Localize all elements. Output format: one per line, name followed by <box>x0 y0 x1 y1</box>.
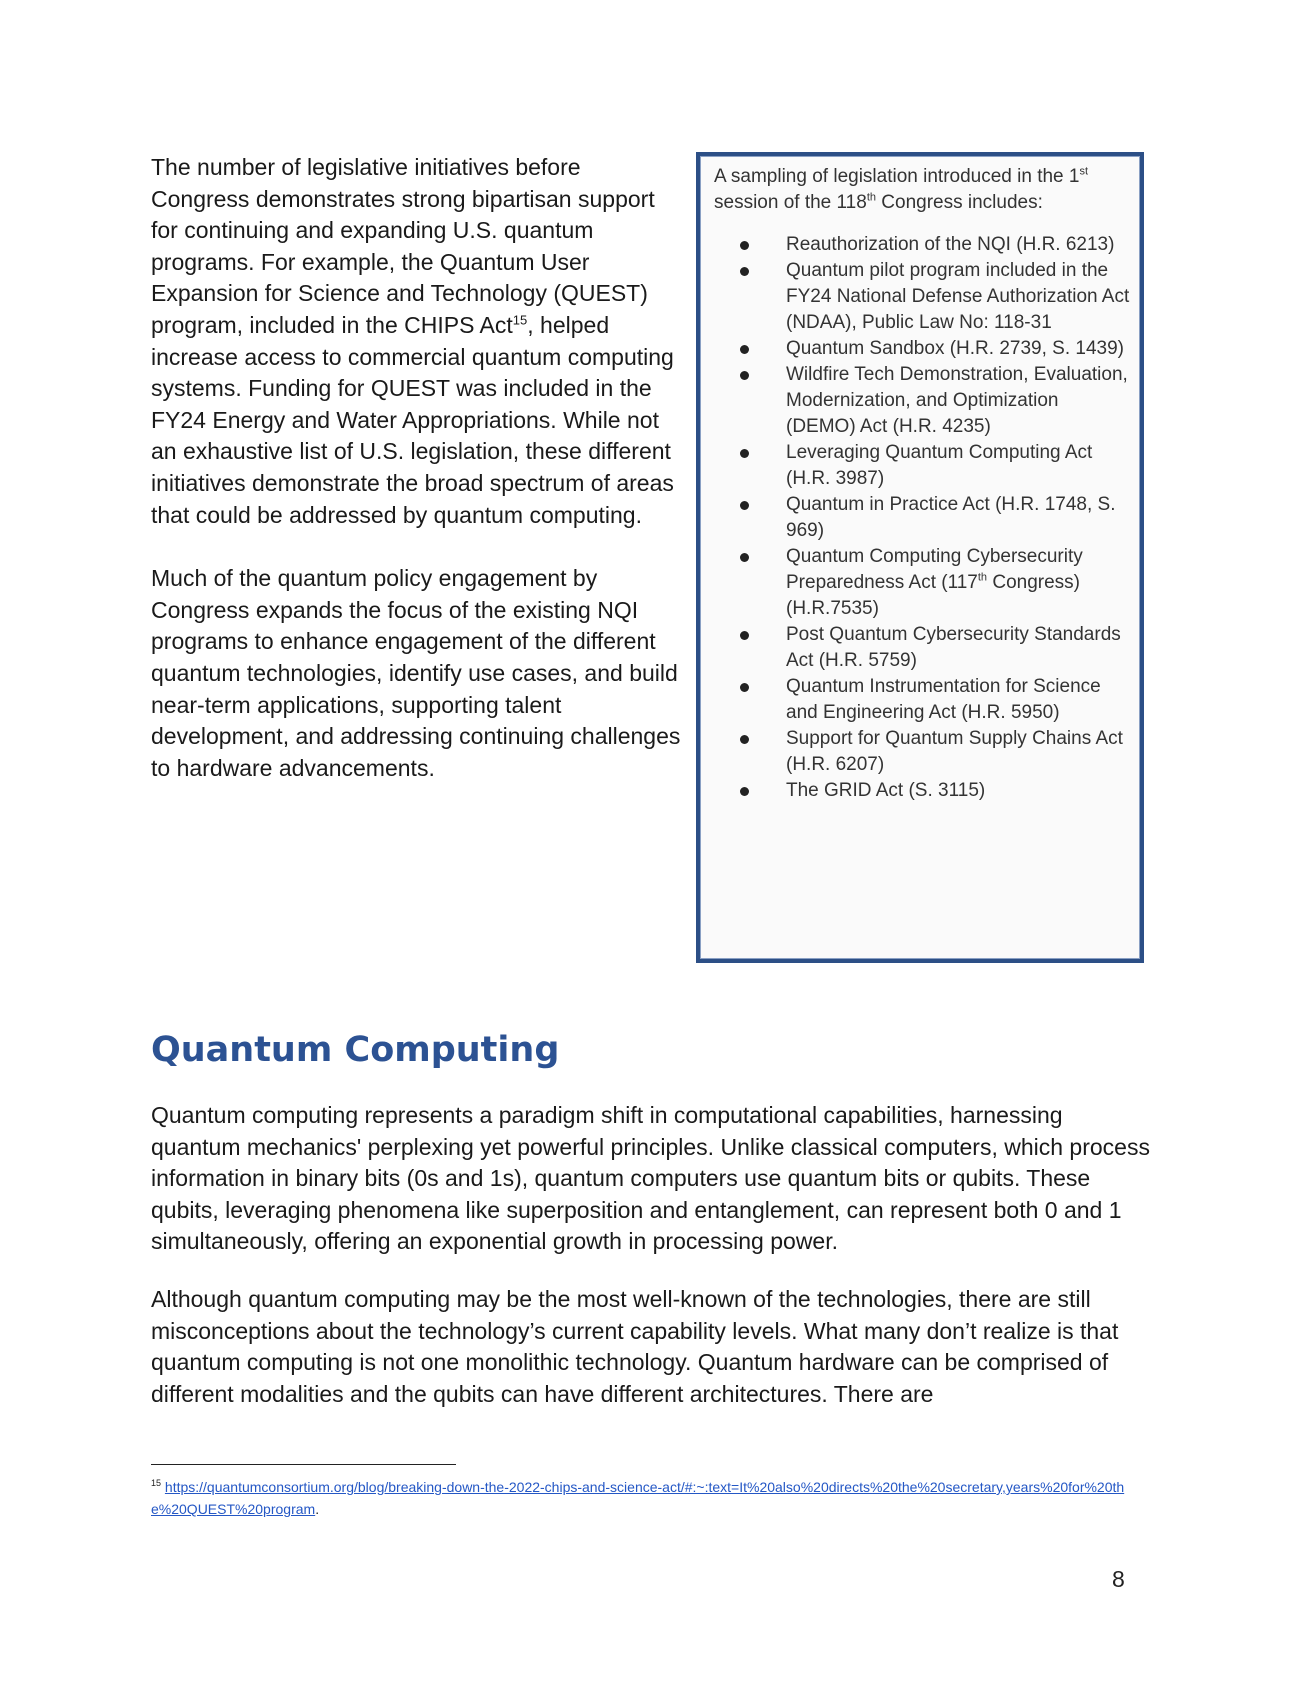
footnote-number: 15 <box>151 1478 162 1488</box>
list-item: Quantum Instrumentation for Science and Engineering Act (H.R. 5950) <box>740 674 1132 726</box>
bullet-icon <box>740 631 749 640</box>
bullet-icon <box>740 501 749 510</box>
bullet-icon <box>740 267 749 276</box>
legislation-list <box>740 232 1132 804</box>
bullet-icon <box>740 553 749 562</box>
bullet-icon <box>740 371 749 380</box>
bullet-icon <box>740 787 749 796</box>
footnote-divider <box>151 1464 456 1465</box>
bullet-icon <box>740 683 749 692</box>
bullet-icon <box>740 449 749 458</box>
paragraph-quest: The number of legislative initiatives before Congress demonstrates strong bipartisan support for continuing and expanding U.S. quantum programs. For example, the Quantum User Expansion for Science and Technology (QUEST) program, included in the CHIPS Act$^{15}$, helped increase access to commercial quantum computing systems. Funding for QUEST was included in the FY24 Energy and Water Appropriations. While not an exhaustive list of U.S. legislation, these different initiatives demonstrate the broad spectrum of areas that could be addressed by quantum computing. <box>151 154 674 528</box>
list-item: Leveraging Quantum Computing Act (H.R. 3987) <box>740 440 1132 492</box>
section-heading: Quantum Computing <box>151 1030 560 1070</box>
left-column <box>151 152 681 816</box>
paragraph-policy-engagement: Much of the quantum policy engagement by Congress expands the focus of the existing NQI programs to enhance engagement of the different quantum technologies, identify use cases, and build near-term applications, supporting talent development, and addressing continuing challenges to hardware advancements. <box>151 565 681 781</box>
bullet-icon <box>740 735 749 744</box>
list-item: Post Quantum Cybersecurity Standards Act (H.R. 5759) <box>740 622 1132 674</box>
list-item: The GRID Act (S. 3115) <box>740 778 1132 804</box>
section-body <box>151 1100 1151 1436</box>
paragraph-quantum-intro: Quantum computing represents a paradigm shift in computational capabilities, harnessing quantum mechanics' perplexing yet powerful principles. Unlike classical computers, which process information in binary bits (0s and 1s), quantum computers use quantum bits or qubits. These qubits, leveraging phenomena like superposition and entanglement, can represent both 0 and 1 simultaneously, offering an exponential growth in processing power. <box>151 1102 1150 1255</box>
list-item: Quantum Sandbox (H.R. 2739, S. 1439) <box>740 336 1132 362</box>
callout-intro: A sampling of legislation introduced in the 1st session of the 118th Congress includes: <box>714 165 1089 213</box>
list-item: Quantum Computing Cybersecurity Preparedness Act (117th Congress) (H.R.7535) <box>740 544 1132 622</box>
list-item: Reauthorization of the NQI (H.R. 6213) <box>740 232 1132 258</box>
bullet-icon <box>740 241 749 250</box>
list-item: Support for Quantum Supply Chains Act (H.R. 6207) <box>740 726 1132 778</box>
page-number: 8 <box>1112 1566 1125 1592</box>
list-item: Quantum in Practice Act (H.R. 1748, S. 969) <box>740 492 1132 544</box>
list-item: Wildfire Tech Demonstration, Evaluation, Modernization, and Optimization (DEMO) Act (H.R. 4235) <box>740 362 1132 440</box>
footnote-ref-15[interactable]: 15 <box>512 312 528 328</box>
legislation-callout-box <box>696 152 1144 963</box>
list-item: Quantum pilot program included in the FY24 National Defense Authorization Act (NDAA), Public Law No: 118-31 <box>740 258 1132 336</box>
footnote-link[interactable]: https://quantumconsortium.org/blog/breaking-down-the-2022-chips-and-science-act/#:~:text=It%20also%20directs%20the%20secretary,years%20for%20the%20QUEST%20program <box>151 1479 1125 1517</box>
bullet-icon <box>740 345 749 354</box>
paragraph-misconceptions: Although quantum computing may be the most well-known of the technologies, there are still misconceptions about the technology’s current capability levels. What many don’t realize is that quantum computing is not one monolithic technology. Quantum hardware can be comprised of different modalities and the qubits can have different architectures. There are <box>151 1285 1119 1407</box>
footnote-15: $^{15}$ https://quantumconsortium.org/blog/breaking-down-the-2022-chips-and-science-act/#:~:text=It%20also%20directs%20the%20secretary,years%20for%20the%20QUEST%20program. <box>151 1478 1125 1517</box>
